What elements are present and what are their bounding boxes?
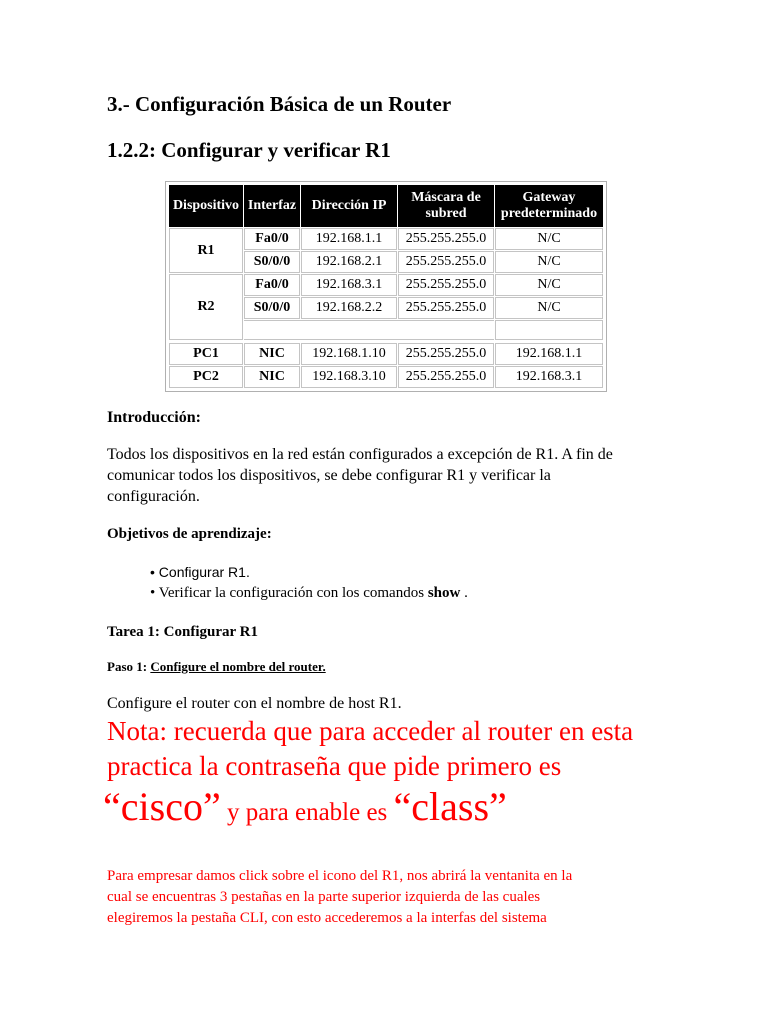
mask-cell: 255.255.255.0 (398, 251, 494, 273)
gateway-cell: N/C (495, 274, 603, 296)
step-heading: Paso 1: Configure el nombre del router. (107, 659, 326, 674)
interface-cell: S0/0/0 (244, 251, 300, 273)
header-interfaz: Interfaz (244, 185, 300, 227)
device-cell: R1 (169, 228, 243, 273)
mask-cell: 255.255.255.0 (398, 274, 494, 296)
gateway-cell: N/C (495, 228, 603, 250)
cisco-password: “cisco” (103, 784, 221, 829)
mask-cell: 255.255.255.0 (398, 343, 494, 365)
gateway-cell: 192.168.3.1 (495, 366, 603, 388)
header-mascara: Máscara de subred (398, 185, 494, 227)
header-dispositivo: Dispositivo (169, 185, 243, 227)
section-title: 1.2.2: Configurar y verificar R1 (107, 138, 391, 162)
interface-cell: Fa0/0 (244, 228, 300, 250)
interface-cell: NIC (244, 343, 300, 365)
step-text: Configure el router con el nombre de host R1. (107, 695, 402, 712)
mask-cell: 255.255.255.0 (398, 297, 494, 319)
class-password: “class” (393, 784, 507, 829)
gateway-cell: 192.168.1.1 (495, 343, 603, 365)
intro-heading: Introducción: (107, 409, 201, 426)
note-highlight-line: “cisco” y para enable es “class” (103, 784, 507, 829)
ip-cell: 192.168.3.1 (301, 274, 397, 296)
objectives-list (150, 562, 468, 603)
intro-line: Todos los dispositivos en la red están configurados a excepción de R1. A fin de (107, 446, 613, 463)
objective-item: • Configurar R1. (150, 564, 250, 580)
ip-cell: 192.168.1.10 (301, 343, 397, 365)
interface-cell: NIC (244, 366, 300, 388)
note-line: Nota: recuerda que para acceder al router en esta (107, 716, 634, 746)
instructions-line: elegiremos la pestaña CLI, con esto accederemos a la interfas del sistema (107, 910, 547, 926)
device-cell: PC1 (169, 343, 243, 365)
mask-cell: 255.255.255.0 (398, 366, 494, 388)
objective-item: • Verificar la configuración con los comandos show . (150, 585, 468, 601)
gateway-cell: N/C (495, 251, 603, 273)
note-line: practica la contraseña que pide primero es (107, 751, 562, 781)
objectives-heading: Objetivos de aprendizaje: (107, 526, 272, 542)
header-gateway: Gateway predeterminado (495, 185, 603, 227)
mask-cell: 255.255.255.0 (398, 228, 494, 250)
page-title: 3.- Configuración Básica de un Router (107, 92, 452, 116)
ip-cell: 192.168.2.2 (301, 297, 397, 319)
header-direccion-ip: Dirección IP (301, 185, 397, 227)
device-cell: PC2 (169, 366, 243, 388)
intro-line: comunicar todos los dispositivos, se debe configurar R1 y verificar la (107, 467, 551, 484)
gateway-cell: N/C (495, 297, 603, 319)
network-address-table (165, 181, 607, 392)
instructions-line: Para empresar damos click sobre el icono del R1, nos abrirá la ventanita en la (107, 868, 573, 884)
ip-cell: 192.168.3.10 (301, 366, 397, 388)
empty-row (244, 320, 494, 340)
device-cell: R2 (169, 274, 243, 340)
step-link[interactable]: Configure el nombre del router. (150, 659, 326, 674)
interface-cell: Fa0/0 (244, 274, 300, 296)
empty-cell (495, 320, 603, 340)
task-heading: Tarea 1: Configurar R1 (107, 624, 258, 640)
intro-line: configuración. (107, 488, 200, 505)
ip-cell: 192.168.1.1 (301, 228, 397, 250)
ip-cell: 192.168.2.1 (301, 251, 397, 273)
instructions-line: cual se encuentras 3 pestañas en la parte superior izquierda de las cuales (107, 889, 541, 905)
interface-cell: S0/0/0 (244, 297, 300, 319)
